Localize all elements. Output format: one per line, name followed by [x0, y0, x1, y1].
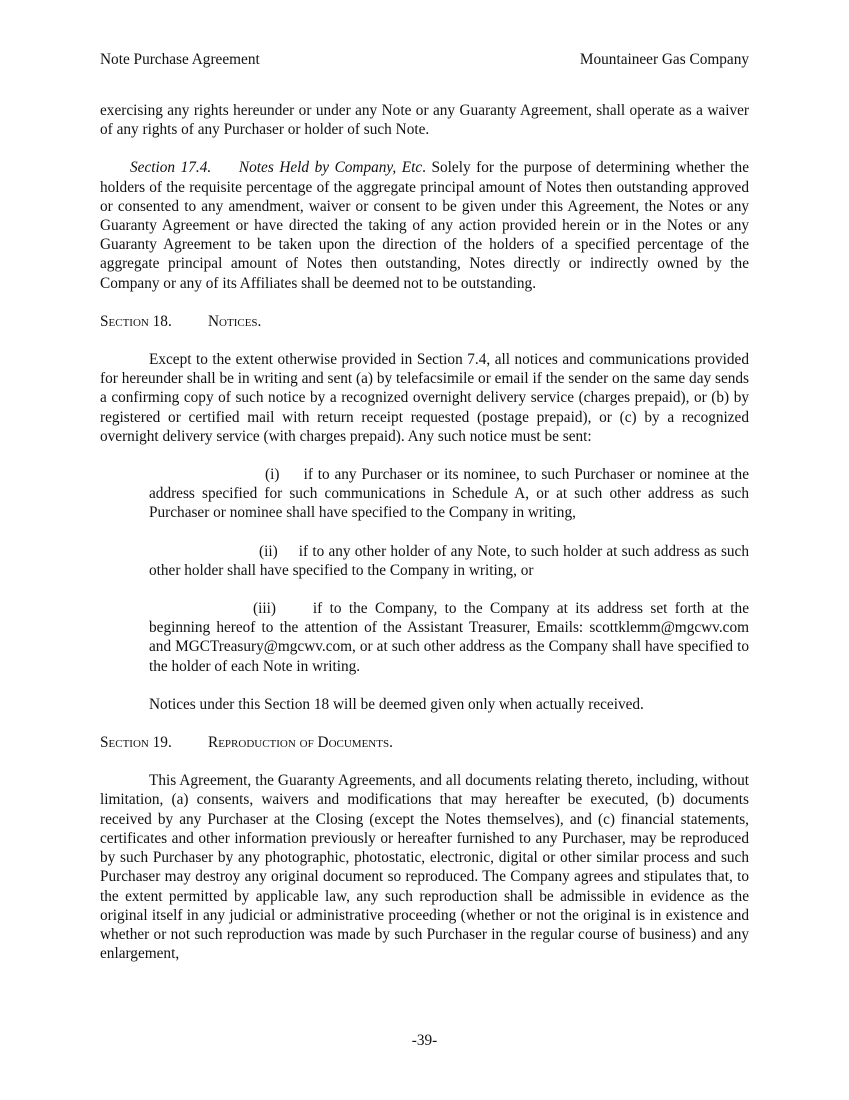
notice-item-i — [149, 465, 749, 523]
section-18-intro: Except to the extent otherwise provided in Section 7.4, all notices and communications provided for hereunder shall be in writing and sent (a) by telefacsimile or email if the sender on the same day sends a confirming copy of such notice by a recognized overnight delivery service (charges prepaid), or (b) by registered or certified mail with return receipt requested (postage prepaid), or (c) by a recognized overnight delivery service (with charges prepaid). Any such notice must be sent: — [100, 351, 749, 445]
section-19-paragraph: This Agreement, the Guaranty Agreements, and all documents relating thereto, including, without limitation, (a) consents, waivers and modifications that may hereafter be executed, (b) documents received by any Purchaser at the Closing (except the Notes themselves), and (c) financial statements, certificates and other information previously or hereafter furnished to any Purchaser, may be reproduced by such Purchaser by any photographic, photostatic, electronic, digital or other similar process and such Purchaser may destroy any original document so reproduced. The Company agrees and stipulates that, to the extent permitted by applicable law, any such reproduction shall be admissible in evidence as the original itself in any judicial or administrative proceeding (whether or not the original is in existence and whether or not such reproduction was made by such Purchaser in the regular course of business) and any enlargement, — [100, 772, 749, 963]
notice-item-number: (ii) — [259, 542, 278, 560]
header-right-title: Mountaineer Gas Company — [579, 51, 749, 68]
page-header — [100, 50, 749, 69]
section-18-number: Section 18. — [100, 312, 172, 330]
section-17-4-text: . Solely for the purpose of determining whether the holders of the requisite percentage of the aggregate principal amount of Notes then outstanding approved or consented to any amendment, waiver or consent to be given under this Agreement, the Notes or any Guaranty Agreement or have directed the taking of any action provided herein or in the Notes or any Guaranty Agreement to be taken upon the direction of the holders of a specified percentage of the aggregate principal amount of Notes then outstanding, Notes directly or indirectly owned by the Company or any of its Affiliates shall be deemed not to be outstanding. — [100, 159, 749, 292]
section-17-4-label: Section 17.4. — [130, 159, 212, 177]
continuation-paragraph: exercising any rights hereunder or under any Note or any Guaranty Agreement, shall operate as a waiver of any rights of any Purchaser or holder of such Note. — [100, 102, 749, 139]
section-19-title: Reproduction of Documents. — [208, 734, 393, 752]
section-17-4-paragraph — [100, 158, 749, 292]
section-19-heading — [100, 733, 749, 752]
section-19-number: Section 19. — [100, 734, 172, 752]
notice-item-ii — [149, 542, 749, 580]
section-18-closing: Notices under this Section 18 will be deemed given only when actually received. — [149, 695, 644, 713]
section-18-heading — [100, 312, 749, 331]
page-number: -39- — [411, 1032, 438, 1049]
header-left-title: Note Purchase Agreement — [100, 51, 260, 68]
section-17-4-title: Notes Held by Company, Etc — [238, 159, 423, 177]
notice-item-number: (iii) — [253, 600, 276, 618]
document-body — [100, 101, 749, 963]
notice-item-text: if to any Purchaser or its nominee, to such Purchaser or nominee at the address specified for such communications in Schedule A, or at such other address as such Purchaser or nominee shall have specified to the Company in writing, — [149, 466, 749, 522]
notice-item-text: if to any other holder of any Note, to such holder at such address as such other holder shall have specified to the Company in writing, or — [149, 542, 749, 579]
notice-item-iii — [149, 599, 749, 676]
section-18-title: Notices. — [208, 312, 262, 330]
notice-item-number: (i) — [265, 466, 280, 484]
notice-item-text: if to the Company, to the Company at its address set forth at the beginning hereof to the attention of the Assistant Treasurer, Emails: scottklemm@mgcwv.com and MGCTreasury@mgcwv.com, or at such other address as the Company shall have specified to the holder of each Note in writing. — [149, 600, 749, 675]
